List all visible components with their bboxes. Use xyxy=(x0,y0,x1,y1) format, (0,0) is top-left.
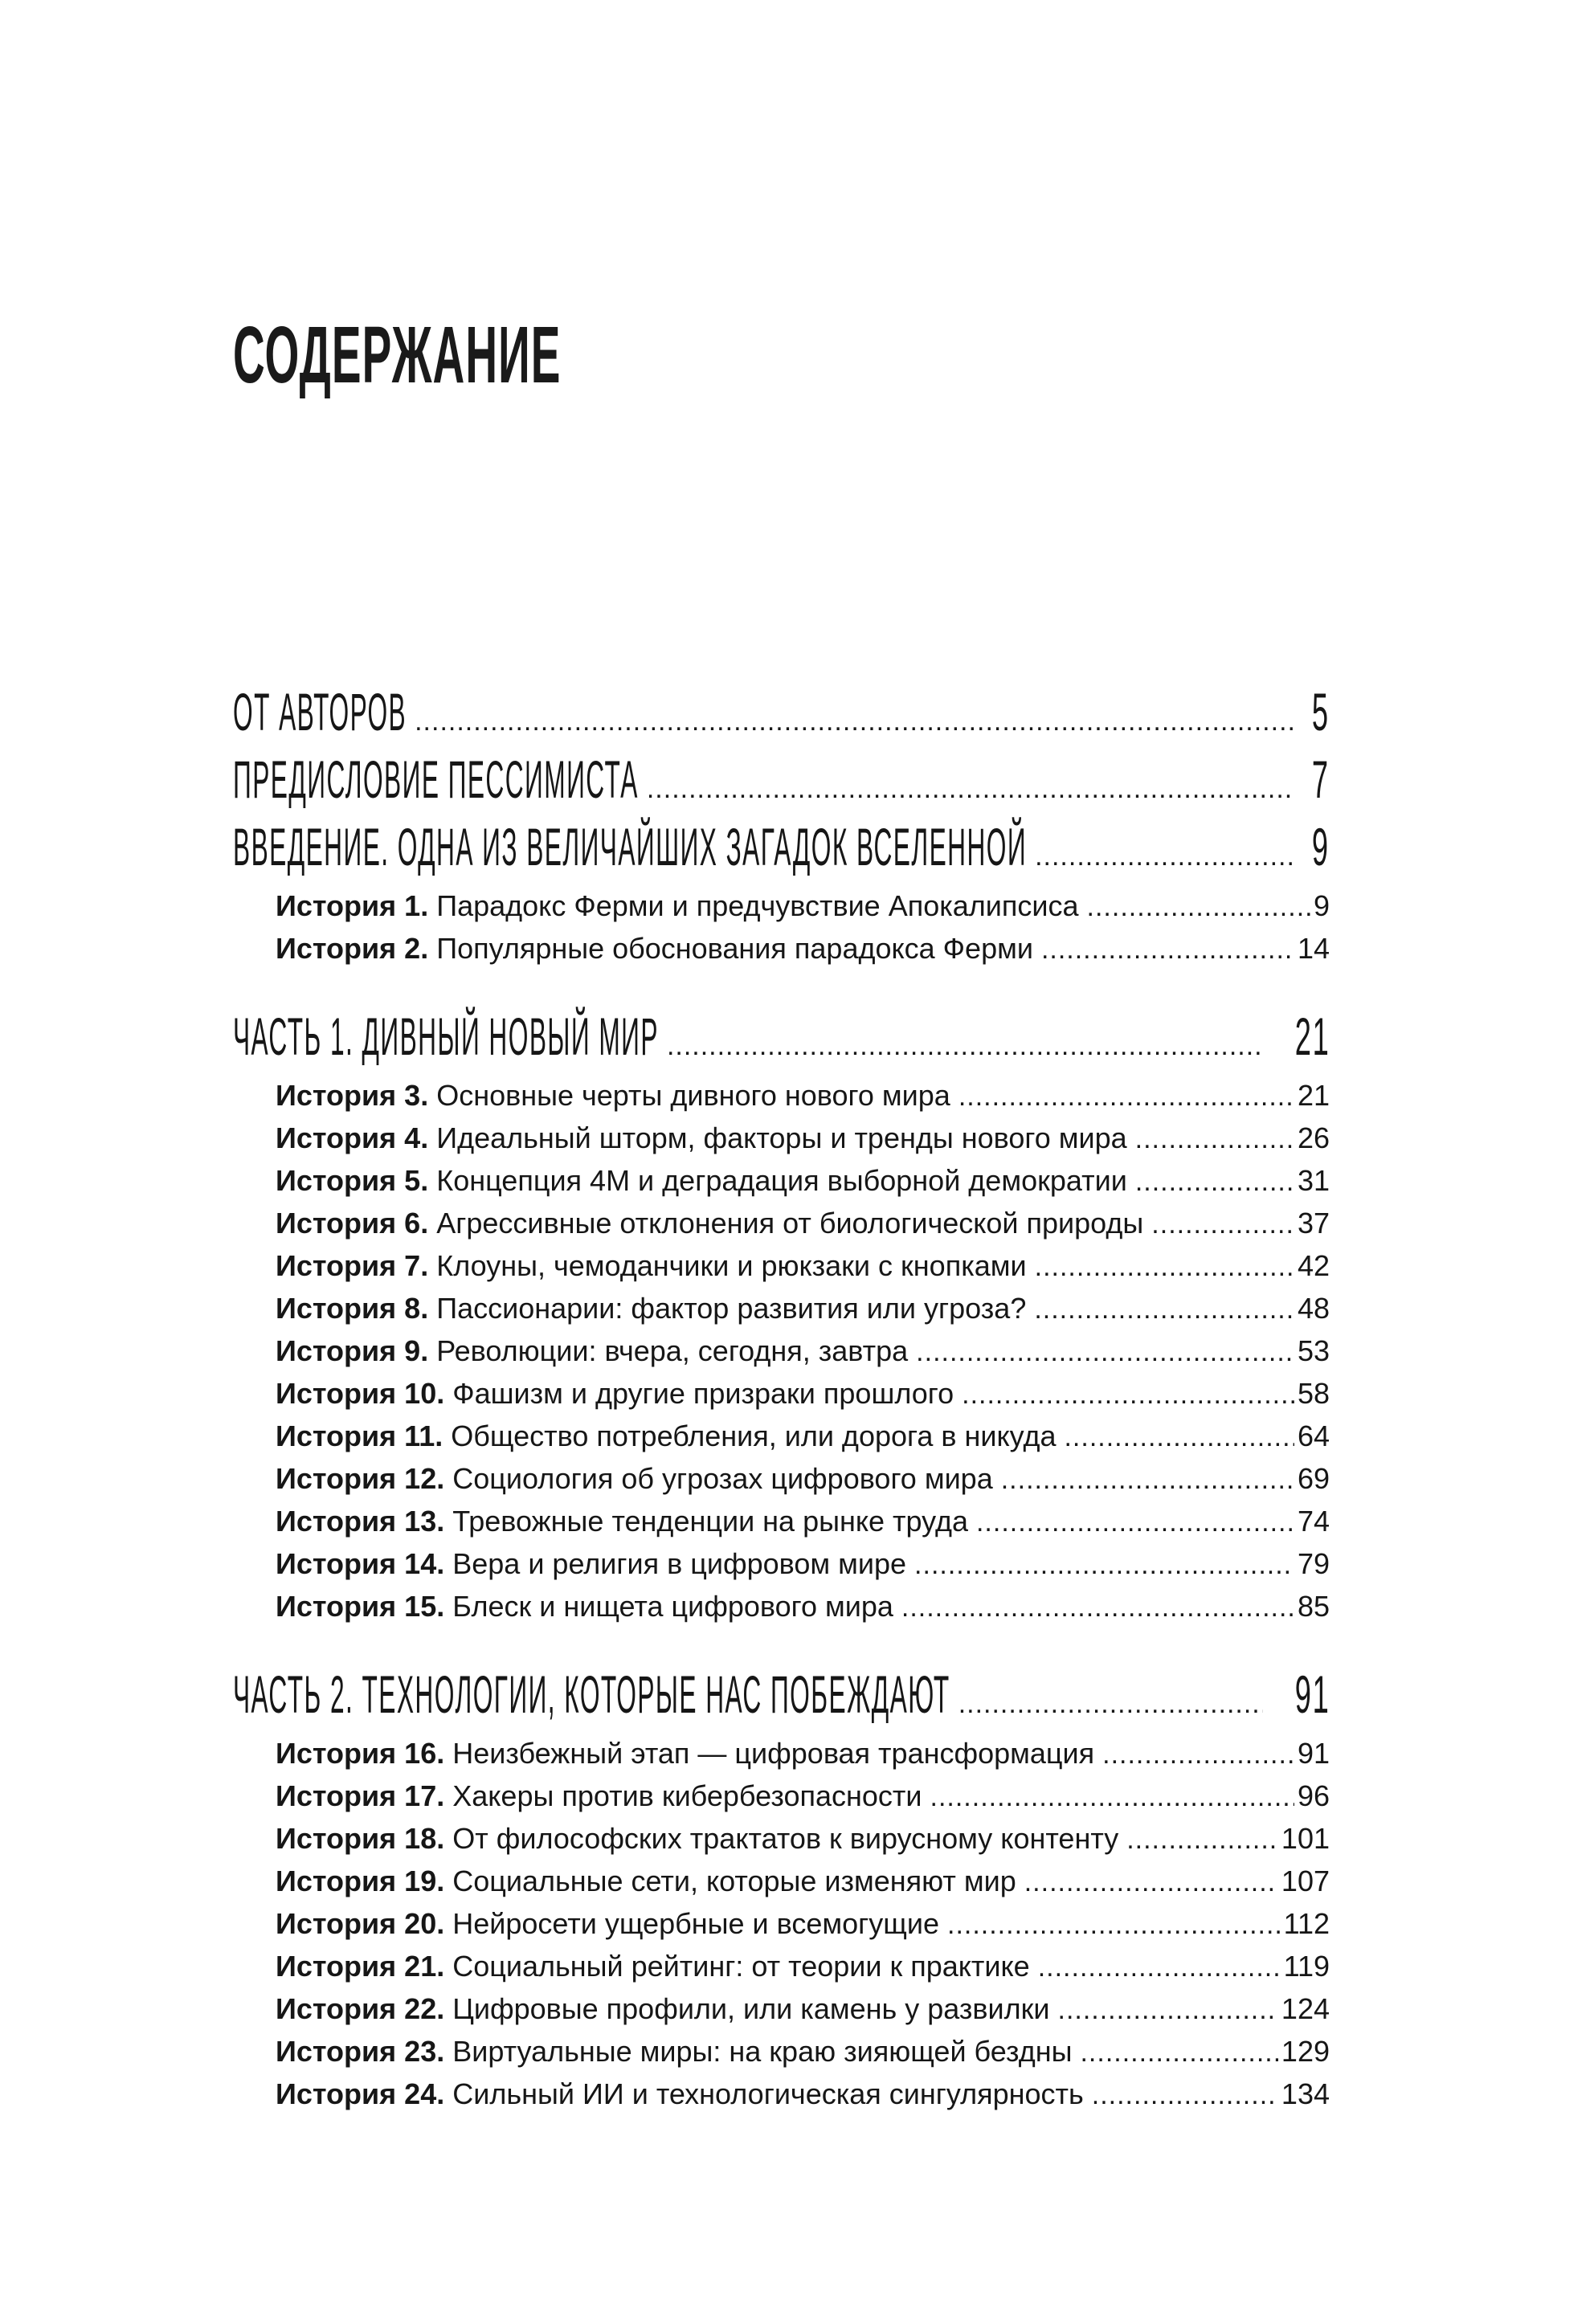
item-page-number: 42 xyxy=(1297,1249,1330,1282)
item-title: Агрессивные отклонения от биологической природы xyxy=(436,1207,1144,1240)
dot-leader xyxy=(976,1501,1294,1543)
item-label xyxy=(276,1458,993,1500)
toc-item-row xyxy=(233,1543,1330,1586)
dot-leader xyxy=(1092,2074,1278,2116)
toc-section-row xyxy=(233,1665,1330,1733)
toc-item-row xyxy=(233,1733,1330,1775)
section-label-wrap xyxy=(233,1665,950,1723)
dot-leader xyxy=(647,760,1294,818)
item-label xyxy=(276,1988,1050,2030)
item-page-number: 74 xyxy=(1297,1505,1330,1538)
item-prefix: История 19. xyxy=(276,1865,445,1897)
item-title: Идеальный шторм, факторы и тренды нового мира xyxy=(436,1121,1127,1154)
dot-leader xyxy=(1058,1989,1278,2031)
item-label xyxy=(276,1586,893,1628)
item-title: Цифровые профили, или камень у развилки xyxy=(452,1992,1050,2025)
item-prefix: История 12. xyxy=(276,1462,445,1495)
item-page-number: 53 xyxy=(1297,1334,1330,1367)
item-label xyxy=(276,1203,1143,1244)
item-prefix: История 13. xyxy=(276,1505,445,1538)
toc-item-row xyxy=(233,1160,1330,1203)
item-prefix: История 11. xyxy=(276,1419,443,1452)
toc-section-row xyxy=(233,683,1330,750)
page-title-text: СОДЕРЖАНИЕ xyxy=(233,310,562,400)
section-page-number-box xyxy=(1298,818,1330,876)
item-prefix: История 16. xyxy=(276,1737,445,1770)
section-label-wrap xyxy=(233,750,639,808)
item-title: Популярные обоснования парадокса Ферми xyxy=(436,932,1033,965)
item-label xyxy=(276,928,1033,970)
section-page-number: 21 xyxy=(1294,1007,1330,1066)
dot-leader xyxy=(1135,1161,1294,1203)
dot-leader xyxy=(1080,2032,1277,2073)
dot-leader xyxy=(958,1076,1294,1117)
dot-leader xyxy=(1064,1416,1294,1458)
toc-list xyxy=(233,683,1330,2116)
toc-item-row xyxy=(233,928,1330,970)
item-page-number: 21 xyxy=(1297,1079,1330,1112)
item-label xyxy=(276,1733,1094,1775)
toc-item-row xyxy=(233,1415,1330,1458)
item-prefix: История 24. xyxy=(276,2077,445,2110)
dot-leader xyxy=(916,1331,1294,1373)
item-label xyxy=(276,2073,1084,2115)
item-label xyxy=(276,1775,922,1817)
item-page-number: 107 xyxy=(1281,1865,1330,1897)
toc-item-row xyxy=(233,1373,1330,1415)
toc-item-row xyxy=(233,1288,1330,1330)
item-prefix: История 8. xyxy=(276,1292,429,1325)
item-title: От философских трактатов к вирусному контенту xyxy=(452,1822,1119,1855)
item-page-number: 85 xyxy=(1297,1590,1330,1623)
item-page-number: 14 xyxy=(1297,932,1330,965)
toc-item-row xyxy=(233,1903,1330,1946)
item-label xyxy=(276,2031,1072,2073)
item-title: Виртуальные миры: на краю зияющей бездны xyxy=(452,2035,1073,2068)
item-label xyxy=(276,1330,908,1372)
dot-leader xyxy=(947,1904,1281,1946)
section-label-wrap xyxy=(233,1007,659,1065)
item-prefix: История 5. xyxy=(276,1164,429,1197)
item-page-number: 48 xyxy=(1297,1292,1330,1325)
dot-leader xyxy=(1135,1118,1294,1160)
dot-leader xyxy=(1001,1459,1294,1501)
dot-leader xyxy=(1034,1289,1294,1330)
item-prefix: История 20. xyxy=(276,1907,445,1940)
section-label-wrap xyxy=(233,683,407,741)
item-label xyxy=(276,1818,1118,1860)
toc-item-row xyxy=(233,1988,1330,2031)
dot-leader xyxy=(1038,1946,1281,1988)
item-page-number: 58 xyxy=(1297,1377,1330,1410)
dot-leader xyxy=(962,1374,1294,1415)
item-label xyxy=(276,1075,950,1117)
item-label xyxy=(276,885,1079,927)
section-page-number-box xyxy=(1298,683,1330,741)
section-page-number: 7 xyxy=(1312,749,1330,809)
item-page-number: 26 xyxy=(1297,1121,1330,1154)
toc-item-row xyxy=(233,2031,1330,2073)
dot-leader xyxy=(1126,1819,1278,1860)
item-title: Фашизм и другие призраки прошлого xyxy=(452,1377,954,1410)
dot-leader xyxy=(1102,1734,1294,1775)
toc-item-row xyxy=(233,1117,1330,1160)
item-page-number: 37 xyxy=(1297,1207,1330,1240)
item-title: Социальные сети, которые изменяют мир xyxy=(452,1865,1016,1897)
item-page-number: 79 xyxy=(1297,1547,1330,1580)
toc-item-row xyxy=(233,1330,1330,1373)
toc-item-row xyxy=(233,885,1330,928)
section-title: ВВЕДЕНИЕ. ОДНА ИЗ ВЕЛИЧАЙШИХ ЗАГАДОК ВСЕЛЕННОЙ xyxy=(233,817,1028,876)
dot-leader xyxy=(1087,886,1310,928)
item-prefix: История 14. xyxy=(276,1547,445,1580)
item-prefix: История 15. xyxy=(276,1590,445,1623)
toc-item-row xyxy=(233,2073,1330,2116)
dot-leader xyxy=(667,1017,1263,1075)
section-title: ПРЕДИСЛОВИЕ ПЕССИМИСТА xyxy=(233,749,639,809)
item-prefix: История 2. xyxy=(276,932,429,965)
item-label xyxy=(276,1415,1056,1457)
toc-item-row xyxy=(233,1075,1330,1117)
item-label xyxy=(276,1946,1030,1987)
item-title: Общество потребления, или дорога в никуда xyxy=(451,1419,1057,1452)
dot-leader xyxy=(930,1776,1294,1818)
dot-leader xyxy=(415,692,1294,750)
item-page-number: 9 xyxy=(1313,889,1330,922)
toc-item-row xyxy=(233,1458,1330,1501)
dot-leader xyxy=(1035,1246,1294,1288)
section-page-number: 91 xyxy=(1294,1664,1330,1724)
item-title: Революции: вчера, сегодня, завтра xyxy=(436,1334,909,1367)
item-prefix: История 1. xyxy=(276,889,429,922)
item-title: Тревожные тенденции на рынке труда xyxy=(452,1505,968,1538)
item-page-number: 119 xyxy=(1283,1950,1330,1983)
toc-item-row xyxy=(233,1818,1330,1860)
section-page-number-box xyxy=(1298,750,1330,808)
section-title: ЧАСТЬ 2. ТЕХНОЛОГИИ, КОТОРЫЕ НАС ПОБЕЖДАЮТ xyxy=(233,1664,950,1724)
dot-leader xyxy=(914,1544,1294,1586)
item-title: Концепция 4М и деградация выборной демократии xyxy=(436,1164,1127,1197)
item-label xyxy=(276,1501,968,1542)
item-prefix: История 22. xyxy=(276,1992,445,2025)
item-label xyxy=(276,1860,1016,1902)
item-prefix: История 9. xyxy=(276,1334,429,1367)
item-prefix: История 7. xyxy=(276,1249,429,1282)
dot-leader xyxy=(901,1587,1294,1628)
toc-item-row xyxy=(233,1586,1330,1628)
item-title: Пассионарии: фактор развития или угроза? xyxy=(436,1292,1027,1325)
item-prefix: История 6. xyxy=(276,1207,429,1240)
item-page-number: 101 xyxy=(1281,1822,1330,1855)
section-title: ЧАСТЬ 1. ДИВНЫЙ НОВЫЙ МИР xyxy=(233,1007,659,1066)
item-label xyxy=(276,1903,939,1945)
item-label xyxy=(276,1373,954,1415)
item-title: Социология об угрозах цифрового мира xyxy=(452,1462,993,1495)
section-page-number-box xyxy=(1266,1007,1330,1065)
dot-leader xyxy=(958,1675,1263,1733)
item-page-number: 69 xyxy=(1297,1462,1330,1495)
item-page-number: 96 xyxy=(1297,1779,1330,1812)
item-page-number: 64 xyxy=(1297,1419,1330,1452)
item-page-number: 134 xyxy=(1281,2077,1330,2110)
item-prefix: История 3. xyxy=(276,1079,429,1112)
item-title: Хакеры против кибербезопасности xyxy=(452,1779,922,1812)
item-label xyxy=(276,1160,1127,1202)
toc-item-row xyxy=(233,1501,1330,1543)
dot-leader xyxy=(1035,827,1294,885)
toc-item-row xyxy=(233,1860,1330,1903)
dot-leader xyxy=(1151,1203,1294,1245)
item-page-number: 91 xyxy=(1297,1737,1330,1770)
item-prefix: История 4. xyxy=(276,1121,429,1154)
item-prefix: История 21. xyxy=(276,1950,445,1983)
toc-section-row xyxy=(233,750,1330,818)
toc-item-row xyxy=(233,1245,1330,1288)
item-label xyxy=(276,1543,906,1585)
item-prefix: История 23. xyxy=(276,2035,445,2068)
section-label-wrap xyxy=(233,818,1027,876)
toc-section-row xyxy=(233,1007,1330,1075)
item-prefix: История 10. xyxy=(276,1377,445,1410)
item-title: Клоуны, чемоданчики и рюкзаки с кнопками xyxy=(436,1249,1027,1282)
item-page-number: 112 xyxy=(1283,1907,1330,1940)
item-title: Социальный рейтинг: от теории к практике xyxy=(452,1950,1030,1983)
item-title: Вера и религия в цифровом мире xyxy=(452,1547,907,1580)
toc-item-row xyxy=(233,1775,1330,1818)
item-prefix: История 17. xyxy=(276,1779,445,1812)
item-title: Парадокс Ферми и предчувствие Апокалипсиса xyxy=(436,889,1079,922)
item-title: Сильный ИИ и технологическая сингулярность xyxy=(452,2077,1084,2110)
dot-leader xyxy=(1041,929,1294,970)
section-page-number: 5 xyxy=(1312,682,1330,741)
dot-leader xyxy=(1024,1861,1278,1903)
page-title xyxy=(233,310,1330,400)
item-prefix: История 18. xyxy=(276,1822,445,1855)
item-label xyxy=(276,1288,1026,1329)
toc-item-row xyxy=(233,1946,1330,1988)
item-title: Нейросети ущербные и всемогущие xyxy=(452,1907,939,1940)
item-label xyxy=(276,1245,1027,1287)
item-page-number: 124 xyxy=(1281,1992,1330,2025)
item-label xyxy=(276,1117,1127,1159)
section-page-number-box xyxy=(1266,1665,1330,1723)
toc-item-row xyxy=(233,1203,1330,1245)
item-page-number: 129 xyxy=(1281,2035,1330,2068)
section-page-number: 9 xyxy=(1312,817,1330,876)
section-title: ОТ АВТОРОВ xyxy=(233,682,407,741)
item-title: Блеск и нищета цифрового мира xyxy=(452,1590,893,1623)
toc-section-row xyxy=(233,818,1330,885)
item-page-number: 31 xyxy=(1297,1164,1330,1197)
item-title: Основные черты дивного нового мира xyxy=(436,1079,950,1112)
item-title: Неизбежный этап — цифровая трансформация xyxy=(452,1737,1095,1770)
